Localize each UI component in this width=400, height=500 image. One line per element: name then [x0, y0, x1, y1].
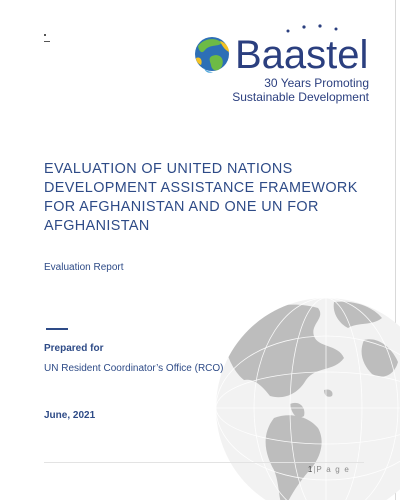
prepared-for-label: Prepared for	[44, 343, 104, 354]
prepared-for-recipient: UN Resident Coordinator’s Office (RCO)	[44, 363, 224, 374]
globe-icon	[192, 32, 232, 76]
document-title: EVALUATION OF UNITED NATIONS DEVELOPMENT ASSISTANCE FRAMEWORK FOR AFGHANISTAN AND ONE UN FOR AFGHANISTAN	[44, 161, 358, 234]
corner-mark	[44, 34, 50, 42]
document-subtitle: Evaluation Report	[44, 262, 124, 273]
baastel-logo	[192, 22, 377, 112]
page-word: P a g e	[316, 465, 350, 474]
accent-bar	[46, 328, 68, 330]
tagline-line-1: 30 Years Promoting	[264, 76, 369, 90]
brand-name: Baastel	[235, 33, 369, 77]
tagline-line-2: Sustainable Development	[232, 90, 369, 104]
brand-tagline	[232, 76, 369, 104]
page-number-value: 1	[307, 465, 313, 474]
page-number	[308, 465, 350, 474]
page-number-separator: |	[313, 465, 316, 474]
document-date: June, 2021	[44, 410, 96, 421]
footer-rule	[44, 462, 364, 463]
